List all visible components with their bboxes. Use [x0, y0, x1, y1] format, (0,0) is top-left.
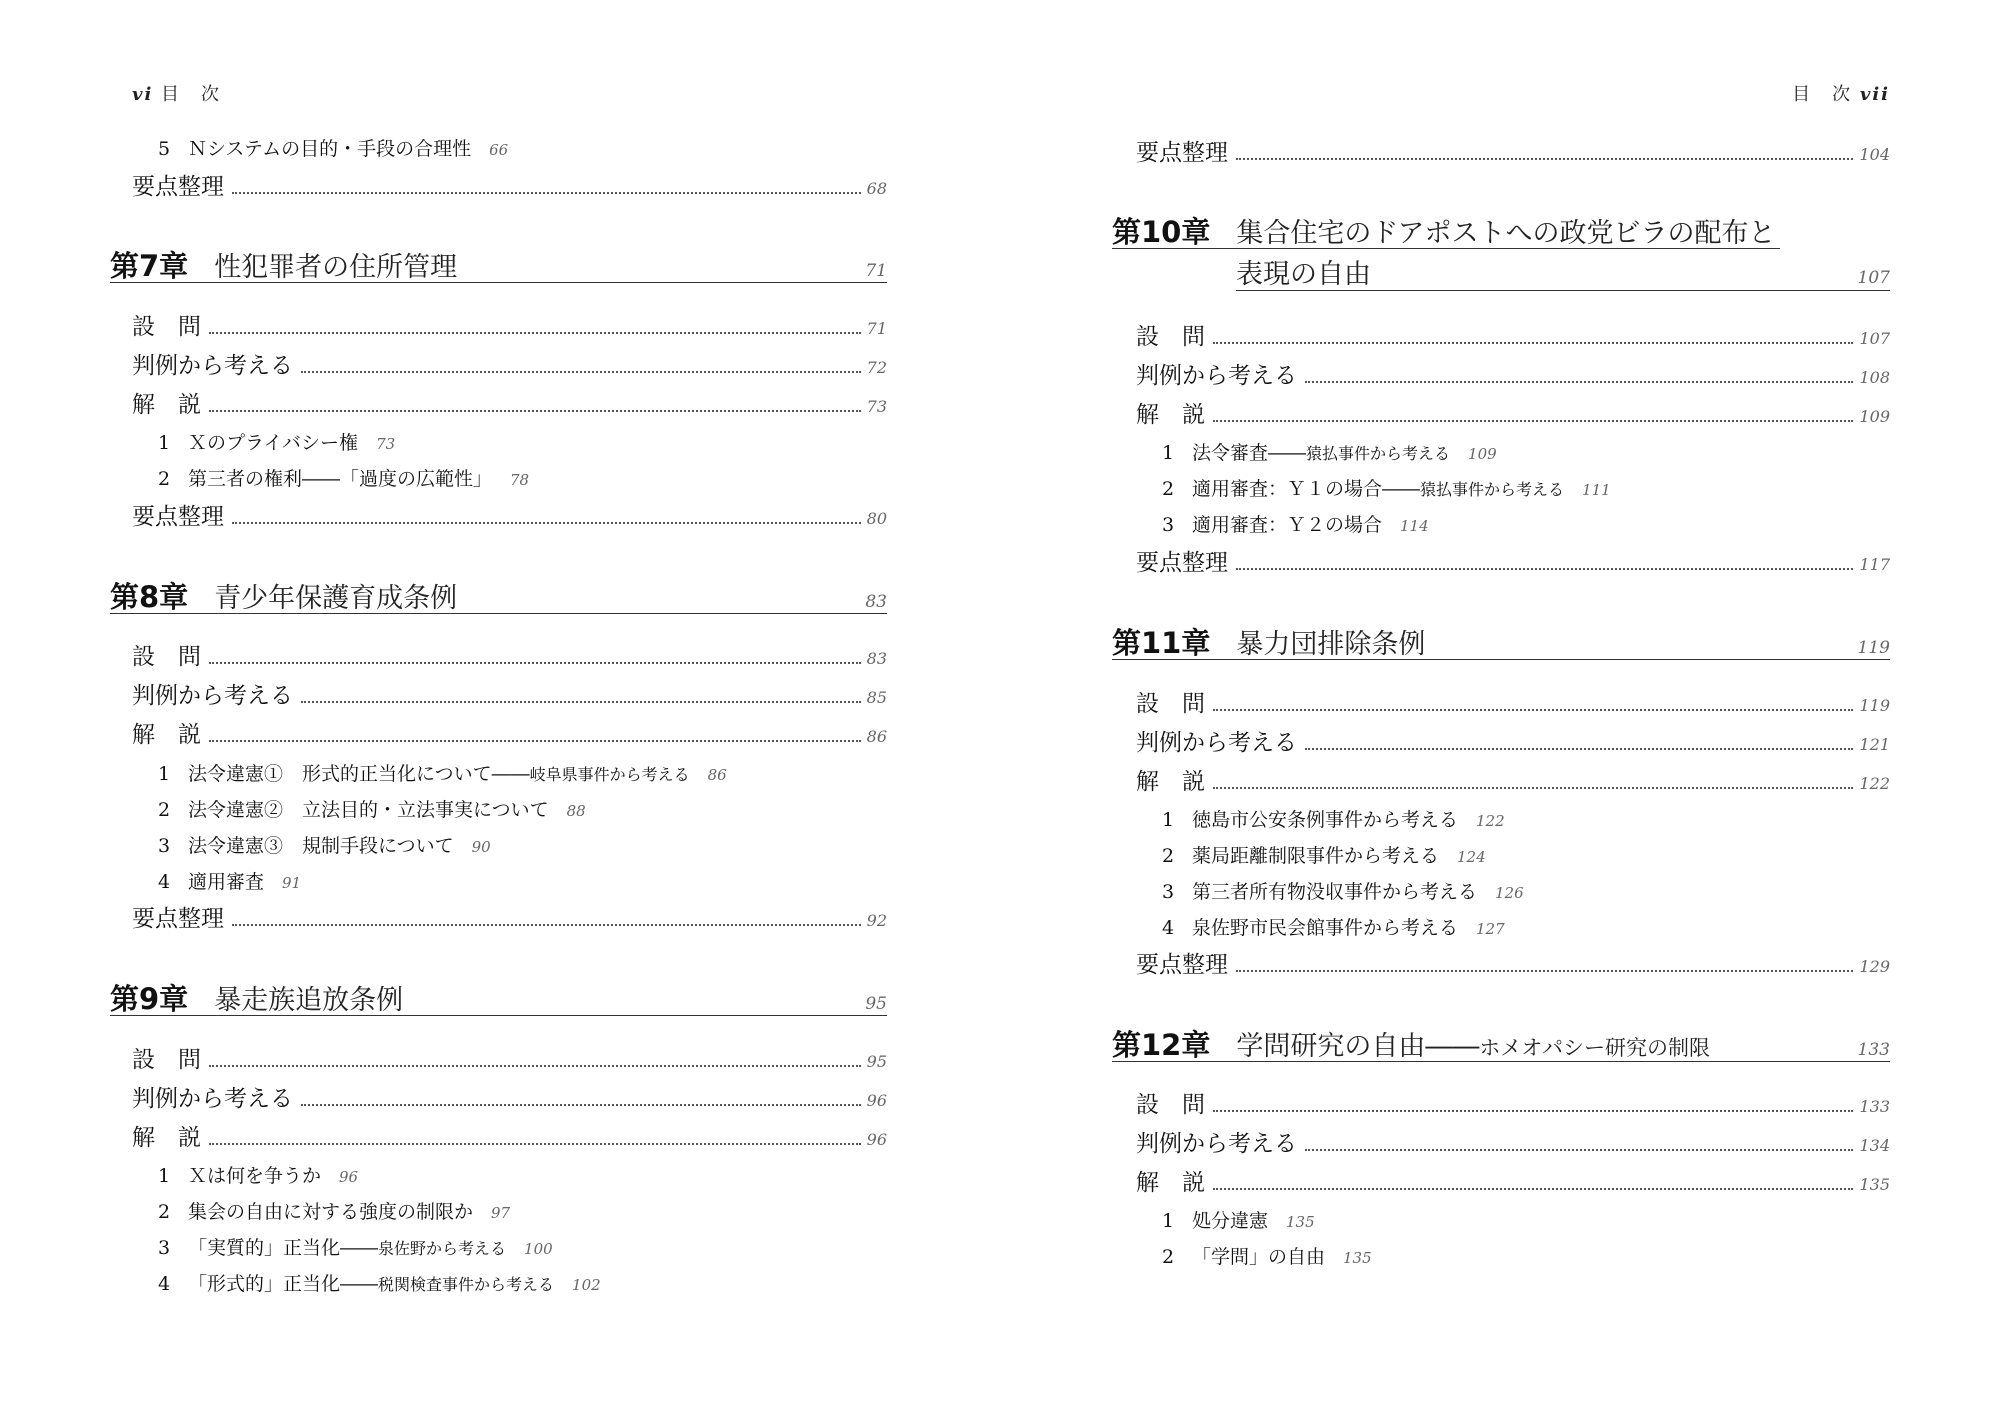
row-label: 要点整理 — [1136, 952, 1228, 978]
item-text: 薬局距離制限事件から考える — [1192, 845, 1440, 867]
dot-leader — [209, 662, 861, 664]
row-label: 解 説 — [132, 1125, 201, 1151]
row-page: 73 — [866, 397, 887, 416]
row-page: 72 — [866, 358, 887, 377]
toc-row[interactable] — [1136, 1164, 1890, 1197]
item-text: 「形式的」正当化―― — [188, 1273, 379, 1295]
page-folio: vii — [1859, 84, 1890, 105]
row-label: 判例から考える — [132, 683, 293, 709]
item-page: 73 — [376, 435, 396, 453]
toc-row[interactable] — [132, 1080, 887, 1113]
chapter-number: 第10章 — [1112, 215, 1211, 249]
dot-leader — [209, 332, 861, 334]
toc-sub-item[interactable] — [158, 867, 301, 894]
item-text: 「学問」の自由 — [1192, 1246, 1326, 1268]
row-label: 判例から考える — [1136, 1131, 1297, 1157]
toc-sub-item[interactable] — [1162, 1242, 1372, 1269]
row-page: 96 — [866, 1130, 887, 1149]
row-label: 要点整理 — [1136, 140, 1228, 166]
toc-row[interactable] — [132, 677, 887, 710]
item-number: 2 — [158, 799, 171, 821]
dot-leader — [1213, 787, 1853, 789]
row-label: 要点整理 — [132, 174, 224, 200]
item-page: 90 — [471, 838, 491, 856]
toc-row[interactable] — [1136, 724, 1890, 757]
item-text: 第三者の権利――「過度の広範性」 — [188, 468, 493, 490]
chapter-title: 青少年保護育成条例 — [214, 583, 458, 614]
item-text: 適用審査：Ｙ１の場合―― — [1192, 478, 1421, 500]
row-page: 122 — [1859, 774, 1890, 793]
chapter-title-cont: 表現の自由 — [1236, 259, 1371, 290]
item-text: Ｘのプライバシー権 — [188, 432, 359, 454]
dot-leader — [1305, 1149, 1853, 1151]
row-page: 80 — [866, 509, 887, 528]
toc-row[interactable] — [1136, 357, 1890, 390]
row-label: 判例から考える — [1136, 730, 1297, 756]
row-page: 71 — [866, 319, 887, 338]
row-page: 104 — [1859, 145, 1890, 164]
toc-summary-row[interactable] — [132, 900, 887, 933]
item-subtext: 泉佐野から考える — [378, 1239, 507, 1258]
chapter-number: 第7章 — [110, 249, 189, 283]
running-head-left — [132, 80, 221, 106]
item-text: 泉佐野市民会館事件から考える — [1192, 917, 1459, 939]
row-label: 設 問 — [132, 314, 201, 340]
item-page: 109 — [1468, 445, 1497, 463]
row-page: 83 — [866, 649, 887, 668]
item-text: 処分違憲 — [1192, 1210, 1269, 1232]
item-page: 127 — [1476, 920, 1505, 938]
chapter-title: 性犯罪者の住所管理 — [214, 252, 458, 283]
dot-leader — [301, 1104, 861, 1106]
dot-leader — [1213, 1188, 1853, 1190]
dot-leader — [1213, 420, 1853, 422]
running-head-right — [1792, 80, 1890, 106]
item-number: 4 — [1162, 917, 1175, 939]
item-page: 135 — [1343, 1249, 1372, 1267]
item-text: Ｘは何を争うか — [188, 1165, 322, 1187]
toc-row[interactable] — [132, 1041, 887, 1074]
chapter-heading-9[interactable] — [110, 977, 887, 1016]
chapter-heading-10-cont[interactable] — [1236, 252, 1890, 291]
item-number: 1 — [1162, 809, 1175, 831]
chapter-title: 暴走族追放条例 — [214, 985, 404, 1016]
chapter-page: 83 — [865, 592, 887, 612]
chapter-title — [1236, 1024, 1857, 1063]
item-text: 「実質的」正当化―― — [188, 1237, 379, 1259]
toc-sub-item[interactable] — [1162, 913, 1505, 940]
chapter-page: 71 — [865, 261, 887, 281]
toc-summary-row[interactable] — [132, 498, 887, 531]
item-subtext: 猿払事件から考える — [1306, 444, 1451, 463]
row-page: 108 — [1859, 368, 1890, 387]
dot-leader — [1305, 381, 1853, 383]
toc-row[interactable] — [132, 716, 887, 749]
toc-sub-item[interactable] — [158, 134, 508, 161]
item-subtext: 猿払事件から考える — [1420, 480, 1565, 499]
item-number: 3 — [158, 1237, 171, 1259]
chapter-heading-8[interactable] — [110, 575, 887, 614]
toc-sub-item[interactable] — [1162, 1206, 1315, 1233]
chapter-page: 133 — [1857, 1040, 1890, 1060]
toc-row[interactable] — [1136, 685, 1890, 718]
item-number: 3 — [158, 835, 171, 857]
item-text: 第三者所有物没収事件から考える — [1192, 881, 1478, 903]
item-number: 2 — [1162, 1246, 1175, 1268]
row-page: 68 — [866, 179, 887, 198]
dot-leader — [301, 371, 861, 373]
item-text: 法令違憲① 形式的正当化について―― — [188, 763, 530, 785]
item-number: 2 — [1162, 478, 1175, 500]
row-page: 96 — [866, 1091, 887, 1110]
toc-sub-item[interactable] — [1162, 841, 1486, 868]
chapter-title-main: 学問研究の自由―― — [1236, 1031, 1480, 1062]
toc-summary-row[interactable] — [1136, 544, 1890, 577]
chapter-heading-12[interactable] — [1112, 1023, 1890, 1062]
item-page: 126 — [1495, 884, 1524, 902]
chapter-page: 95 — [865, 994, 887, 1014]
dot-leader — [1213, 342, 1853, 344]
row-label: 解 説 — [132, 392, 201, 418]
chapter-number: 第11章 — [1112, 626, 1211, 660]
item-number: 1 — [1162, 442, 1175, 464]
item-subtext: 岐阜県事件から考える — [529, 765, 690, 784]
item-text: Ｎシステムの目的・手段の合理性 — [188, 138, 472, 160]
dot-leader — [1236, 158, 1853, 160]
chapter-heading-11[interactable] — [1112, 621, 1890, 660]
item-text: 法令審査―― — [1192, 442, 1307, 464]
item-text: 適用審査：Ｙ２の場合 — [1192, 514, 1383, 536]
row-label: 解 説 — [1136, 1170, 1205, 1196]
row-page: 135 — [1859, 1175, 1890, 1194]
item-text: 徳島市公安条例事件から考える — [1192, 809, 1459, 831]
page-folio: vi — [132, 84, 154, 105]
chapter-number: 第8章 — [110, 580, 189, 614]
item-number: 3 — [1162, 881, 1175, 903]
running-head-title: 目 次 — [161, 84, 222, 105]
row-page: 92 — [866, 911, 887, 930]
item-page: 124 — [1457, 848, 1486, 866]
toc-summary-row[interactable] — [1136, 946, 1890, 979]
item-page: 96 — [339, 1168, 359, 1186]
item-page: 100 — [524, 1240, 553, 1258]
item-number: 5 — [158, 138, 171, 160]
item-text: 適用審査 — [188, 871, 265, 893]
dot-leader — [232, 192, 861, 194]
toc-row[interactable] — [132, 638, 887, 671]
item-text: 集会の自由に対する強度の制限か — [188, 1201, 474, 1223]
toc-sub-item[interactable] — [158, 464, 529, 491]
item-number: 4 — [158, 871, 171, 893]
row-page: 117 — [1859, 555, 1890, 574]
row-page: 133 — [1859, 1097, 1890, 1116]
dot-leader — [209, 1143, 861, 1145]
item-subtext: 税関検査事件から考える — [378, 1275, 555, 1294]
chapter-page: 107 — [1857, 268, 1890, 288]
item-number: 2 — [158, 1201, 171, 1223]
row-label: 設 問 — [1136, 1092, 1205, 1118]
toc-sub-item[interactable] — [1162, 474, 1611, 501]
toc-row[interactable] — [1136, 1125, 1890, 1158]
row-label: 要点整理 — [132, 906, 224, 932]
toc-sub-item[interactable] — [158, 831, 491, 858]
toc-sub-item[interactable] — [1162, 805, 1505, 832]
toc-sub-item[interactable] — [158, 1269, 601, 1296]
dot-leader — [1213, 1110, 1853, 1112]
row-label: 判例から考える — [132, 1086, 293, 1112]
dot-leader — [232, 924, 861, 926]
toc-row[interactable] — [1136, 396, 1890, 429]
dot-leader — [301, 701, 861, 703]
chapter-number: 第12章 — [1112, 1028, 1211, 1062]
row-label: 解 説 — [132, 722, 201, 748]
toc-sub-item[interactable] — [158, 759, 727, 786]
toc-summary-row[interactable] — [1136, 134, 1890, 167]
row-label: 判例から考える — [132, 353, 293, 379]
toc-sub-item[interactable] — [158, 1197, 510, 1224]
item-page: 114 — [1400, 517, 1429, 535]
dot-leader — [1213, 709, 1853, 711]
row-page: 86 — [866, 727, 887, 746]
toc-row[interactable] — [132, 386, 887, 419]
toc-sub-item[interactable] — [158, 1161, 358, 1188]
row-label: 判例から考える — [1136, 363, 1297, 389]
item-text: 法令違憲③ 規制手段について — [188, 835, 454, 857]
dot-leader — [209, 1065, 861, 1067]
chapter-title: 集合住宅のドアポストへの政党ビラの配布と — [1236, 218, 1776, 249]
row-label: 設 問 — [1136, 324, 1205, 350]
row-page: 109 — [1859, 407, 1890, 426]
item-page: 102 — [572, 1276, 601, 1294]
toc-row[interactable] — [132, 347, 887, 380]
item-page: 91 — [282, 874, 302, 892]
item-page: 122 — [1476, 812, 1505, 830]
item-text: 法令違憲② 立法目的・立法事実について — [188, 799, 549, 821]
item-number: 4 — [158, 1273, 171, 1295]
dot-leader — [1236, 568, 1853, 570]
item-number: 2 — [1162, 845, 1175, 867]
toc-row[interactable] — [132, 1119, 887, 1152]
toc-sub-item[interactable] — [158, 428, 395, 455]
right-page — [1112, 0, 1890, 1415]
row-page: 107 — [1859, 329, 1890, 348]
toc-summary-row[interactable] — [132, 168, 887, 201]
toc-row[interactable] — [1136, 1086, 1890, 1119]
toc-sub-item[interactable] — [158, 1233, 553, 1260]
toc-sub-item[interactable] — [158, 795, 586, 822]
chapter-title: 暴力団排除条例 — [1236, 629, 1426, 660]
row-label: 解 説 — [1136, 769, 1205, 795]
item-number: 1 — [158, 432, 171, 454]
dot-leader — [1305, 748, 1853, 750]
toc-sub-item[interactable] — [1162, 877, 1524, 904]
dot-leader — [209, 410, 861, 412]
chapter-heading-10[interactable] — [1112, 210, 1780, 249]
item-page: 88 — [566, 802, 586, 820]
row-label: 設 問 — [132, 644, 201, 670]
row-page: 121 — [1859, 735, 1890, 754]
row-page: 134 — [1859, 1136, 1890, 1155]
chapter-title-sub: ホメオパシー研究の制限 — [1479, 1036, 1710, 1060]
toc-sub-item[interactable] — [1162, 438, 1497, 465]
left-page — [110, 0, 885, 1415]
dot-leader — [209, 740, 861, 742]
chapter-number: 第9章 — [110, 982, 189, 1016]
item-page: 111 — [1582, 481, 1611, 499]
toc-row[interactable] — [1136, 318, 1890, 351]
row-page: 95 — [866, 1052, 887, 1071]
item-page: 97 — [491, 1204, 511, 1222]
item-number: 2 — [158, 468, 171, 490]
row-label: 設 問 — [1136, 691, 1205, 717]
running-head-title: 目 次 — [1792, 84, 1853, 105]
row-label: 解 説 — [1136, 402, 1205, 428]
chapter-page: 119 — [1857, 638, 1890, 658]
toc-sub-item[interactable] — [1162, 510, 1429, 537]
item-number: 1 — [158, 763, 171, 785]
item-number: 3 — [1162, 514, 1175, 536]
row-label: 要点整理 — [1136, 550, 1228, 576]
row-label: 設 問 — [132, 1047, 201, 1073]
item-page: 78 — [510, 471, 530, 489]
dot-leader — [1236, 970, 1853, 972]
row-page: 85 — [866, 688, 887, 707]
dot-leader — [232, 522, 861, 524]
item-page: 135 — [1286, 1213, 1315, 1231]
toc-row[interactable] — [1136, 763, 1890, 796]
item-page: 86 — [707, 766, 727, 784]
item-number: 1 — [158, 1165, 171, 1187]
toc-row[interactable] — [132, 308, 887, 341]
chapter-heading-7[interactable] — [110, 244, 887, 283]
row-page: 129 — [1859, 957, 1890, 976]
item-page: 66 — [489, 141, 509, 159]
item-number: 1 — [1162, 1210, 1175, 1232]
row-page: 119 — [1859, 696, 1890, 715]
row-label: 要点整理 — [132, 504, 224, 530]
